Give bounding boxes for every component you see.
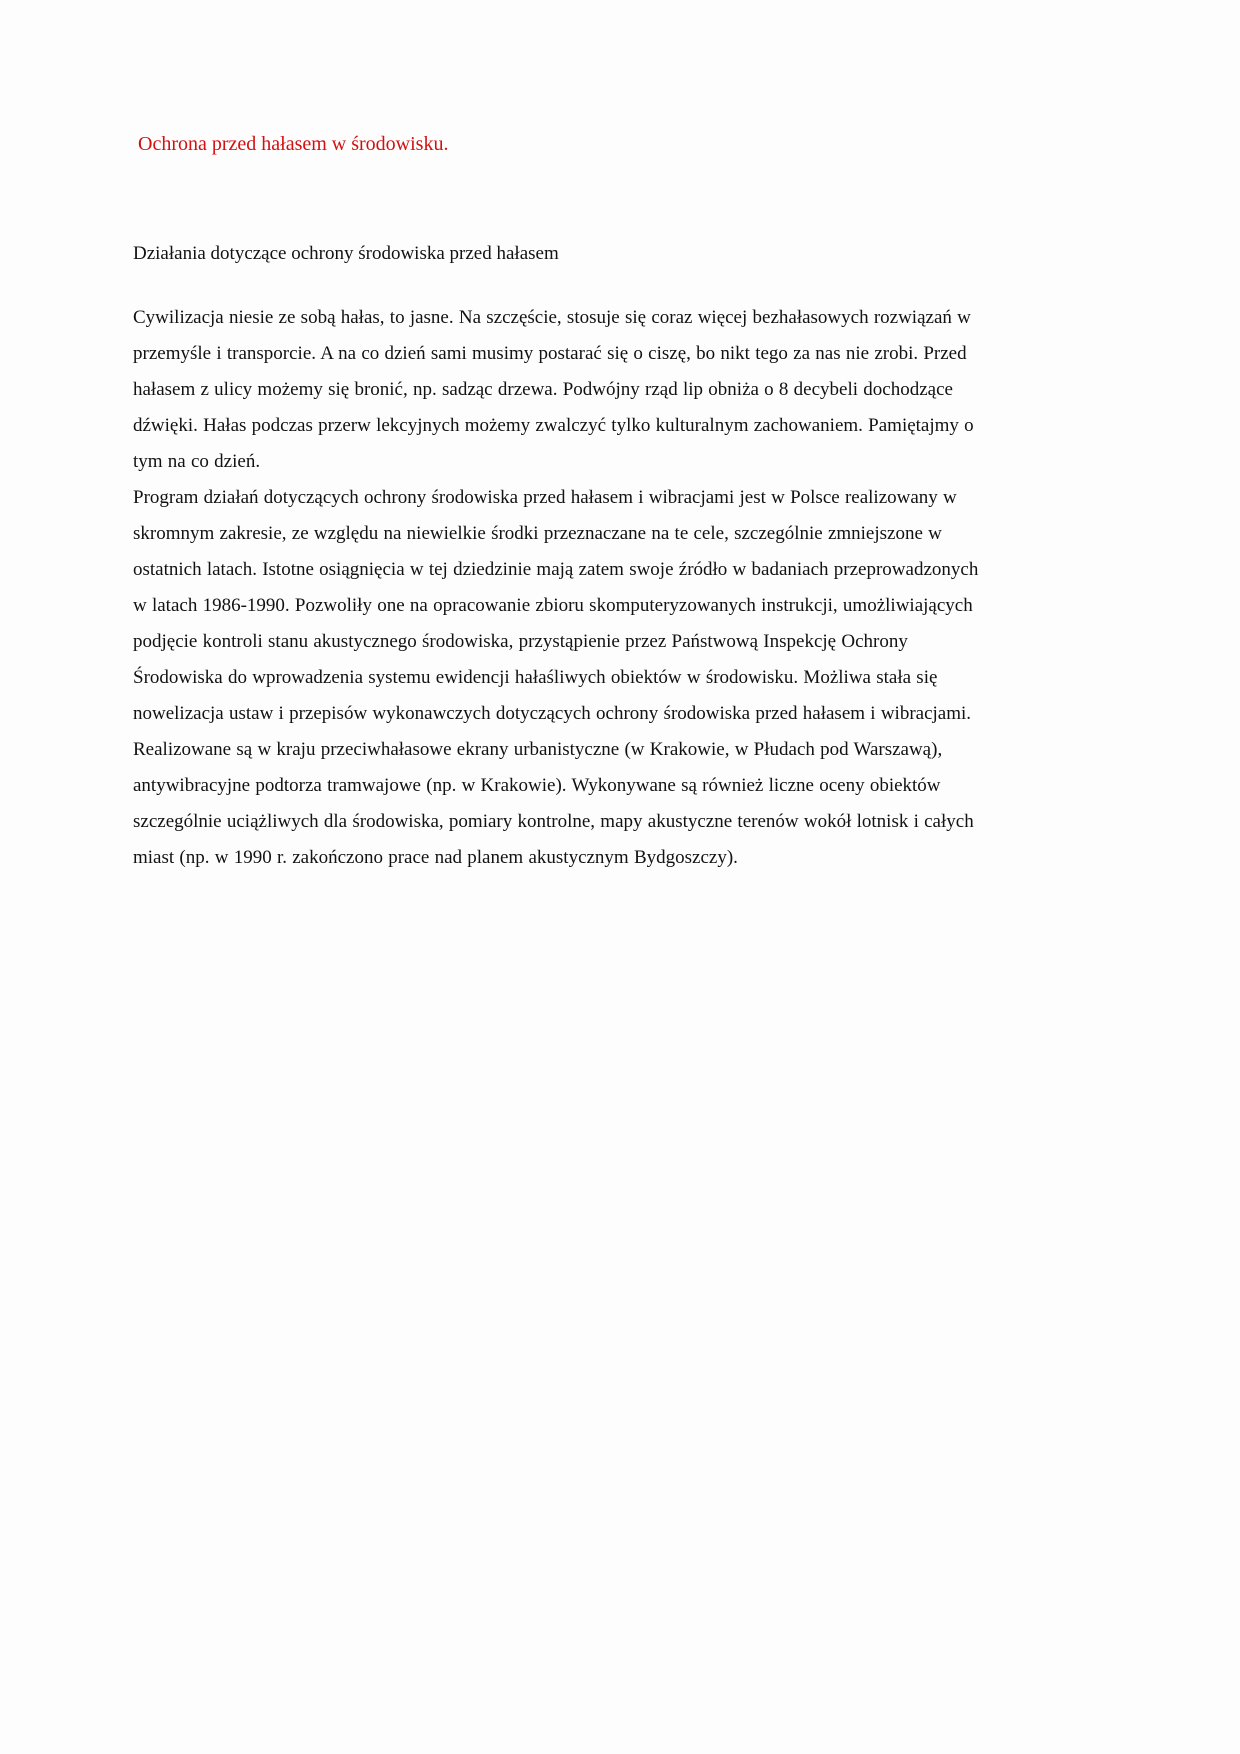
paragraph-2: Program działań dotyczących ochrony środowiska przed hałasem i wibracjami jest w Polsce realizowany w skromnym zakresie, ze względu na niewielkie środki przeznaczane na te cele, szczególnie zmniejszone w ostatnich latach. Istotne osiągnięcia w tej dziedzinie mają zatem swoje źródło w badaniach przeprowadzonych w latach 1986-1990. Pozwoliły one na opracowanie zbioru skomputeryzowanych instrukcji, umożliwiających podjęcie kontroli stanu akustycznego środowiska, przystąpienie przez Państwową Inspekcję Ochrony Środowiska do wprowadzenia systemu ewidencji hałaśliwych obiektów w środowisku. Możliwa stała się nowelizacja ustaw i przepisów wykonawczych dotyczących ochrony środowiska przed hałasem i wibracjami. Realizowane są w kraju przeciwhałasowe ekrany urbanistyczne (w Krakowie, w Płudach pod Warszawą), antywibracyjne podtorza tramwajowe (np. w Krakowie). Wykonywane są również liczne oceny obiektów szczególnie uciążliwych dla środowiska, pomiary kontrolne, mapy akustyczne terenów wokół lotnisk i całych miast (np. w 1990 r. zakończono prace nad planem akustycznym Bydgoszczy).: [133, 487, 979, 868]
paragraph-1: Cywilizacja niesie ze sobą hałas, to jasne. Na szczęście, stosuje się coraz więcej bezhałasowych rozwiązań w przemyśle i transporcie. A na co dzień sami musimy postarać się o ciszę, bo nikt tego za nas nie zrobi. Przed hałasem z ulicy możemy się bronić, np. sadząc drzewa. Podwójny rząd lip obniża o 8 decybeli dochodzące dźwięki. Hałas podczas przerw lekcyjnych możemy zwalczyć tylko kulturalnym zachowaniem. Pamiętajmy o tym na co dzień.: [133, 307, 974, 472]
document-body: [133, 300, 981, 876]
document-subtitle: Działania dotyczące ochrony środowiska przed hałasem: [133, 243, 559, 264]
document-title: Ochrona przed hałasem w środowisku.: [138, 133, 449, 155]
